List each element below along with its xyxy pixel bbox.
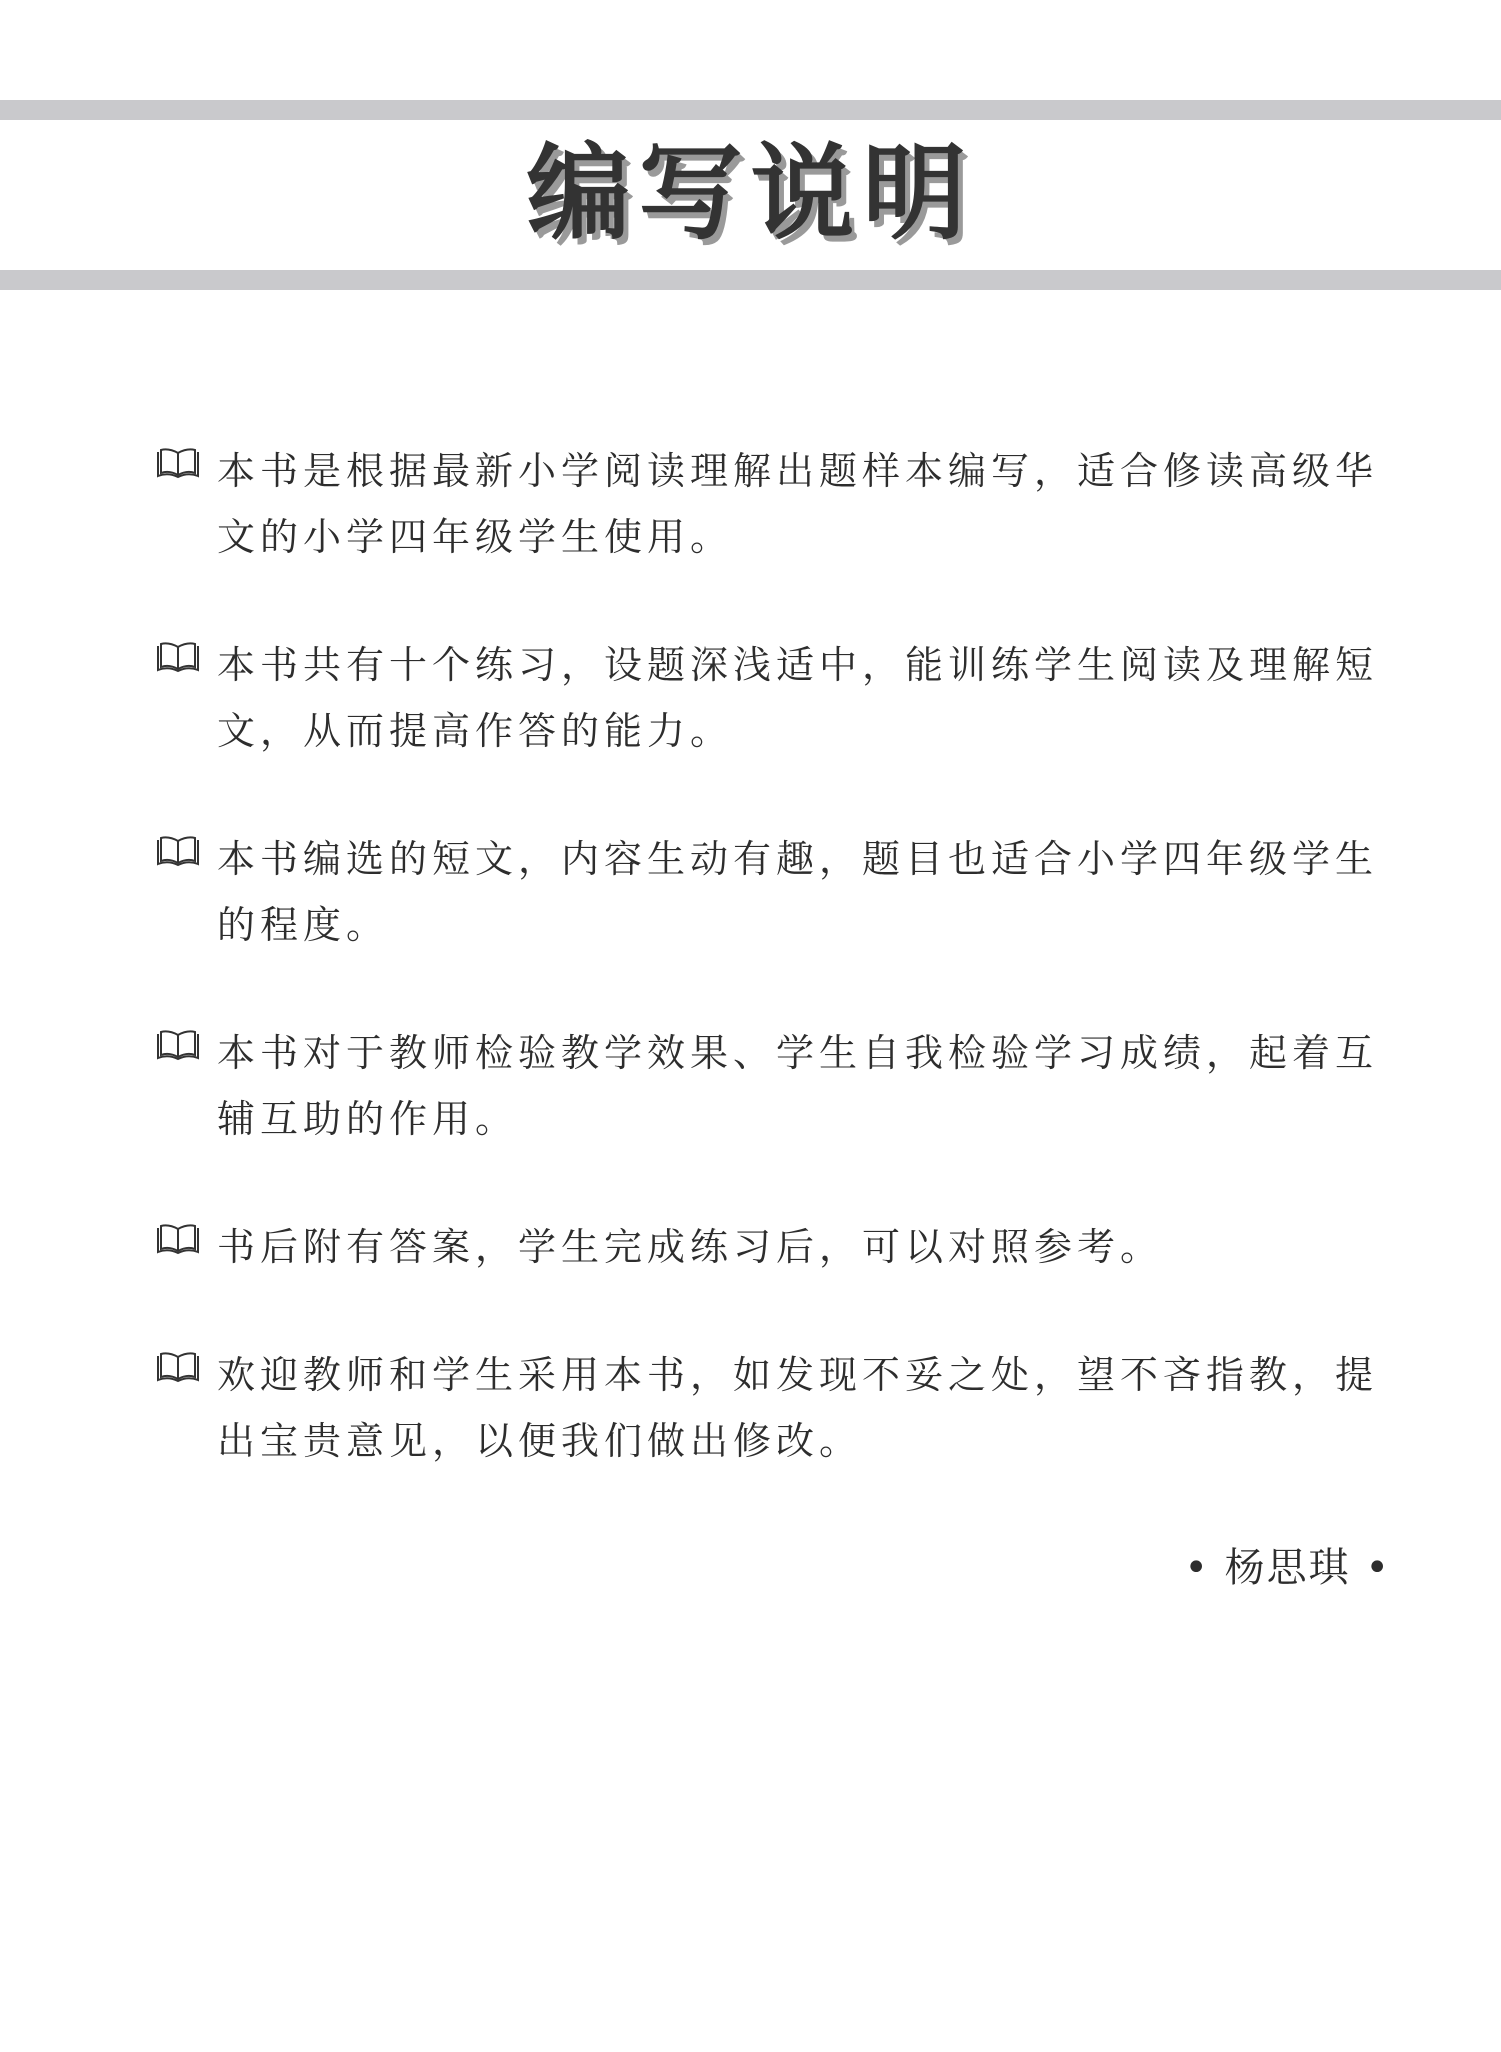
list-item-text: 本书对于教师检验教学效果、学生自我检验学习成绩，起着互辅互助的作用。 bbox=[217, 1031, 1379, 1141]
top-divider-bar bbox=[0, 100, 1501, 120]
list-item-text: 本书共有十个练习，设题深浅适中，能训练学生阅读及理解短文，从而提高作答的能力。 bbox=[217, 643, 1379, 753]
list-item-text: 本书是根据最新小学阅读理解出题样本编写，适合修读高级华文的小学四年级学生使用。 bbox=[217, 449, 1379, 559]
open-book-icon bbox=[155, 1224, 201, 1256]
list-item-text: 欢迎教师和学生采用本书，如发现不妥之处，望不吝指教，提出宝贵意见，以便我们做出修改。 bbox=[217, 1353, 1379, 1463]
open-book-icon bbox=[155, 1352, 201, 1384]
author-signature: • 杨思琪 • bbox=[1184, 1545, 1391, 1591]
list-item bbox=[155, 632, 1410, 764]
open-book-icon bbox=[155, 836, 201, 868]
list-item-text: 书后附有答案，学生完成练习后，可以对照参考。 bbox=[217, 1225, 1164, 1269]
list-item bbox=[155, 1020, 1410, 1152]
open-book-icon bbox=[155, 642, 201, 674]
bottom-divider-bar bbox=[0, 270, 1501, 290]
open-book-icon bbox=[155, 1030, 201, 1062]
list-item bbox=[155, 826, 1410, 958]
list-item-text: 本书编选的短文，内容生动有趣，题目也适合小学四年级学生的程度。 bbox=[217, 837, 1379, 947]
list-item bbox=[155, 1342, 1410, 1474]
list-item bbox=[155, 1214, 1410, 1280]
list-item bbox=[155, 438, 1410, 570]
notes-list bbox=[155, 438, 1410, 1536]
open-book-icon bbox=[155, 448, 201, 480]
page-title: 编写说明 bbox=[526, 132, 975, 254]
